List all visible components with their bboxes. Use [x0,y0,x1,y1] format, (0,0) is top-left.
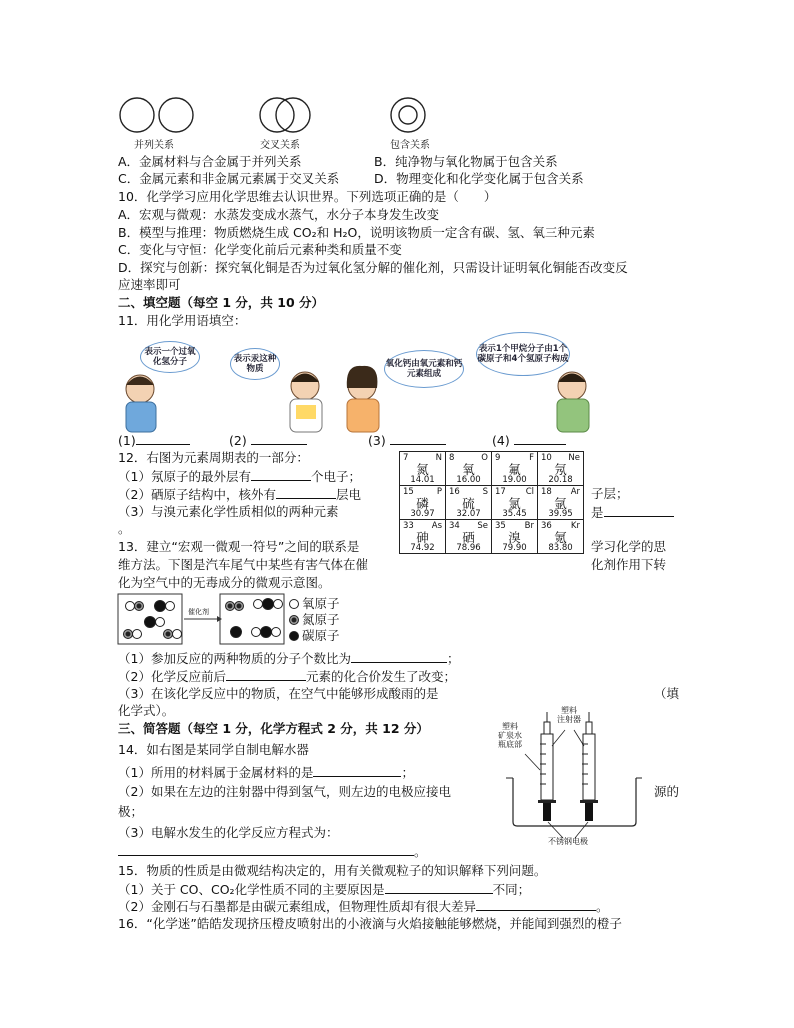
section-3-title: 三、简答题（每空 1 分，化学方程式 2 分，共 12 分） [118,721,429,736]
venn-label-contain: 包含关系 [390,140,430,151]
q15-stem: 15．物质的性质是由微观结构决定的，用有关微观粒子的知识解释下列问题。 [118,863,547,878]
bottle-base [513,778,636,826]
q14-stem: 14．如右图是某同学自制电解水器 [118,742,309,757]
electrode-label: 不锈钢电极 [548,837,588,846]
element-cell: 33 As 砷 74.92 [400,520,446,554]
q9-option-c: C．金属元素和非金属元素属于交叉关系 [118,171,340,186]
q10-stem: 10．化学学习应用化学思维去认识世界。下列选项正确的是（ ） [118,189,497,204]
bottle-label-2: 矿泉水 [498,731,522,740]
element-cell: 35 Br 溴 79.90 [492,520,538,554]
q10-option-d-line1: D．探究与创新：探究氧化铜是否为过氧化氢分解的催化剂，只需设计证明氧化铜能否改变反 [118,260,628,275]
element-cell: 10 Ne 氖 20.18 [538,452,584,486]
q9-option-b: B．纯净物与氧化物属于包含关系 [374,154,558,169]
q14-subquestion-2: （2）如果在左边的注射器中得到氢气，则左边的电极应接电 [118,784,451,799]
section-2-title: 二、填空题（每空 1 分，共 10 分） [118,295,325,310]
bottle-label-1: 塑料 [502,722,518,731]
speech-bubble-3: 氧化钙由氧元素和钙元素组成 [384,350,464,388]
legend-oxygen-label: 氧原子 [302,596,340,611]
q12-subquestion-1: （1）氖原子的最外层有 个电子； [118,469,361,484]
speech-bubble-2: 表示汞这种物质 [230,348,280,380]
q15-subquestion-1: （1）关于 CO、CO₂化学性质不同的主要原因是 不同； [118,882,531,897]
q10-option-d-line2: 应速率即可 [118,277,181,292]
q12-stem: 12．右图为元素周期表的一部分： [118,450,309,465]
q10-option-a: A．宏观与微观：水蒸发变成水蒸气，水分子本身发生改变 [118,207,440,222]
venn-label-cross: 交叉关系 [260,140,300,151]
syringe-label-1: 塑料 [561,706,577,715]
q13-line-3: 化为空气中的无毒成分的微观示意图。 [118,575,331,590]
q13-line-2: 维方法。下图是汽车尾气中某些有害气体在催 [118,557,369,572]
syringe-label-2: 注射器 [557,715,581,724]
q13-line-2-tail: 化剂作用下转 [591,557,667,572]
q13-line-1: 13．建立“宏观一微观一符号”之间的联系是 [118,539,360,554]
element-cell: 9 F 氟 19.00 [492,452,538,486]
q13-subquestion-3-end: 化学式）。 [118,703,175,718]
q13-subquestion-1: （1）参加反应的两种物质的分子个数比为 ； [118,651,460,666]
q12-subquestion-2-tail: 子层； [591,486,629,501]
q14-subquestion-2-tail: 源的 [654,784,680,799]
q15-subquestion-2: （2）金刚石与石墨都是由碳元素组成，但物理性质却有很大差异 。 [118,899,609,914]
q11-answer-3: (3) [368,432,446,449]
catalyst-label: 催化剂 [188,608,209,616]
element-cell: 16 S 硫 32.07 [446,486,492,520]
q13-subquestion-2: （2）化学反应前后 元素的化合价发生了改变； [118,669,456,684]
element-cell: 8 O 氧 16.00 [446,452,492,486]
element-cell: 15 P 磷 30.97 [400,486,446,520]
element-cell: 17 Cl 氯 35.45 [492,486,538,520]
q11-answer-4: (4) [492,432,566,449]
q16-stem: 16．“化学迷”皓皓发现挤压橙皮喷射出的小液滴与火焰接触能够燃烧，并能闻到强烈的橙子 [118,916,622,931]
q14-subquestion-3: （3）电解水发生的化学反应方程式为： [118,825,339,840]
q12-subquestion-3-end: 。 [118,521,131,536]
speech-bubble-1: 表示一个过氧化氢分子 [140,341,200,373]
q10-option-c: C．变化与守恒：化学变化前后元素种类和质量不变 [118,242,402,257]
q13-line-1-tail: 学习化学的思 [591,539,667,554]
q10-option-b: B．模型与推理：物质燃烧生成 CO₂和 H₂O，说明该物质一定含有碳、氢、氧三种元素 [118,225,595,240]
bottle-label-3: 瓶底部 [498,740,522,749]
q14-subquestion-2-end: 极； [118,804,144,819]
q11-answer-1: (1) [118,432,190,449]
q14-equation-line: 。 [118,843,427,860]
q9-option-d: D．物理变化和化学变化属于包含关系 [374,171,584,186]
q12-subquestion-3: （3）与溴元素化学性质相似的两种元素 [118,504,339,519]
legend-carbon-label: 碳原子 [302,628,340,643]
q12-subquestion-2: （2）硒原子结构中，核外有 层电 [118,487,361,502]
right-syringe [580,712,598,821]
element-cell: 7 N 氮 14.01 [400,452,446,486]
element-cell: 36 Kr 氪 83.80 [538,520,584,554]
left-syringe [538,712,556,821]
q13-subquestion-3: （3）在该化学反应中的物质，在空气中能够形成酸雨的是 [118,686,439,701]
q12-subquestion-3-tail: 是 [591,504,674,521]
q9-option-a: A．金属材料与合金属于并列关系 [118,154,302,169]
legend-nitrogen-label: 氮原子 [302,612,340,627]
element-cell: 18 Ar 氩 39.95 [538,486,584,520]
q11-answer-2: (2) [229,432,307,449]
q14-subquestion-1: （1）所用的材料属于金属材料的是 ； [118,765,414,780]
element-cell: 34 Se 硒 78.96 [446,520,492,554]
q13-subquestion-3-tail: （填 [654,686,680,701]
speech-bubble-4: 表示1个甲烷分子由1个碳原子和4个氢原子构成 [476,332,570,376]
venn-label-parallel: 并列关系 [134,140,174,151]
q11-stem: 11．用化学用语填空： [118,313,247,328]
